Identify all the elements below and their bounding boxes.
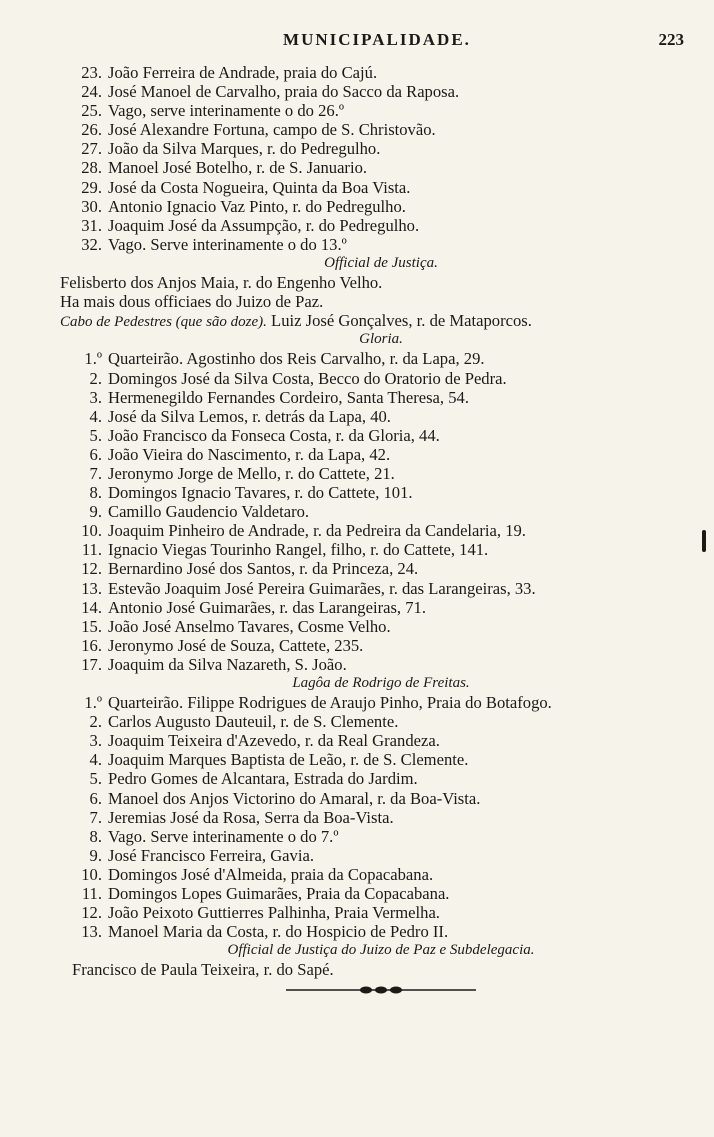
item-text: João José Anselmo Tavares, Cosme Velho. (108, 616, 391, 636)
list-item (60, 63, 702, 82)
item-text: Jeremias José da Rosa, Serra da Boa-Vista. (108, 807, 394, 827)
item-number: 13. (81, 922, 102, 942)
list-item (60, 235, 702, 254)
item-text: João Peixoto Guttierres Palhinha, Praia Vermelha. (108, 903, 440, 923)
item-text: João Vieira do Nascimento, r. da Lapa, 42. (108, 444, 391, 464)
item-text: Quarteirão. Filippe Rodrigues de Araujo Pinho, Praia do Botafogo. (108, 693, 552, 713)
item-text: João Ferreira de Andrade, praia do Cajú. (108, 63, 378, 82)
list-item (60, 216, 702, 235)
list-item (60, 846, 702, 865)
item-number: 29. (81, 177, 102, 197)
list-item (60, 407, 702, 426)
running-title: MUNICIPALIDADE. (283, 30, 471, 49)
item-number: 13. (81, 578, 102, 598)
list-item (60, 731, 702, 750)
item-number: 6. (89, 444, 102, 464)
list-item (60, 617, 702, 636)
list-item (60, 693, 702, 712)
list-item (60, 521, 702, 540)
list-item (60, 388, 702, 407)
page-number: 223 (658, 30, 684, 49)
list-item (60, 158, 702, 177)
item-text: João Francisco da Fonseca Costa, r. da Gloria, 44. (108, 425, 440, 445)
list-item (60, 922, 702, 941)
list-item (60, 139, 702, 158)
item-number: 12. (81, 559, 102, 579)
item-number: 3. (89, 731, 102, 751)
item-number: 11. (81, 884, 102, 904)
item-text: Domingos José d'Almeida, praia da Copacabana. (108, 864, 434, 884)
list-item (60, 903, 702, 922)
item-number: 32. (81, 234, 102, 254)
item-number: 7. (89, 807, 102, 827)
list-item (60, 540, 702, 559)
item-text: Domingos Lopes Guimarães, Praia da Copacabana. (108, 884, 450, 904)
list-item (60, 120, 702, 139)
item-number: 30. (81, 196, 102, 216)
item-text: José Francisco Ferreira, Gavia. (108, 845, 314, 865)
list-item (60, 808, 702, 827)
item-number: 4. (89, 750, 102, 770)
list-item (60, 464, 702, 483)
item-number: 7. (89, 463, 102, 483)
juizo-note: Ha mais dous officiaes do Juizo de Paz. (60, 292, 324, 312)
item-text: José Alexandre Fortuna, campo de S. Christovão. (108, 120, 436, 140)
item-text: Joaquim Teixeira d'Azevedo, r. da Real Grandeza. (108, 731, 440, 751)
list-item (60, 82, 702, 101)
item-text: Antonio José Guimarães, r. das Larangeiras, 71. (108, 597, 426, 617)
list-item (60, 445, 702, 464)
item-number: 10. (81, 521, 102, 541)
item-text: Vago. Serve interinamente o do 7.º (108, 826, 339, 846)
item-number: 17. (81, 654, 102, 674)
margin-mark (702, 530, 706, 552)
item-text: Joaquim José da Assumpção, r. do Pedregulho. (108, 215, 420, 235)
item-number: 8. (89, 826, 102, 846)
list-item (60, 178, 702, 197)
section-quarteiroes-continued (60, 63, 702, 254)
item-text: Ignacio Viegas Tourinho Rangel, filho, r. do Cattete, 141. (108, 540, 489, 560)
list-item (60, 884, 702, 903)
heading-official-justica-juizo: Official de Justiça do Juizo de Paz e Subdelegacia. (227, 942, 535, 959)
cabo-text: Luiz José Gonçalves, r. de Mataporcos. (266, 311, 532, 331)
item-text: Joaquim da Silva Nazareth, S. João. (108, 654, 347, 674)
item-text: Manoel José Botelho, r. de S. Januario. (108, 158, 368, 178)
cabo-label: Cabo de Pedestres (que são doze). (60, 314, 267, 331)
list-item (60, 483, 702, 502)
list-item (60, 197, 702, 216)
official-name: Felisberto dos Anjos Maia, r. do Engenho Velho. (60, 273, 383, 293)
item-text: Domingos José da Silva Costa, Becco do Oratorio de Pedra. (108, 368, 507, 388)
cabo-pedestres-line (60, 311, 702, 330)
item-number: 1.º (84, 693, 102, 713)
item-text: Carlos Augusto Dauteuil, r. de S. Clemente. (108, 712, 399, 732)
heading-official-justica: Official de Justiça. (324, 254, 438, 271)
list-item (60, 349, 702, 368)
section-gloria (60, 349, 702, 674)
item-number: 15. (81, 616, 102, 636)
ornament-rule (60, 980, 702, 1000)
list-item (60, 750, 702, 769)
list-item (60, 502, 702, 521)
item-text: José da Costa Nogueira, Quinta da Boa Vista. (108, 177, 411, 197)
item-number: 14. (81, 597, 102, 617)
heading-gloria: Gloria. (359, 331, 403, 348)
item-text: Jeronymo Jorge de Mello, r. do Cattete, 21. (108, 463, 395, 483)
item-number: 1.º (84, 349, 102, 369)
item-number: 27. (81, 139, 102, 159)
list-item (60, 369, 702, 388)
list-item (60, 426, 702, 445)
item-text: Antonio Ignacio Vaz Pinto, r. do Pedregulho. (108, 196, 406, 216)
item-text: Manoel dos Anjos Victorino do Amaral, r. da Boa-Vista. (108, 788, 481, 808)
section-lagoa (60, 693, 702, 941)
list-item (60, 827, 702, 846)
item-text: Quarteirão. Agostinho dos Reis Carvalho, r. da Lapa, 29. (108, 349, 485, 369)
item-number: 6. (89, 788, 102, 808)
item-text: Vago. Serve interinamente o do 13.º (108, 234, 347, 254)
item-text: Vago, serve interinamente o do 26.º (108, 101, 345, 121)
item-number: 3. (89, 387, 102, 407)
item-number: 9. (89, 845, 102, 865)
item-text: José da Silva Lemos, r. detrás da Lapa, 40. (108, 406, 391, 426)
list-item (60, 769, 702, 788)
list-item (60, 636, 702, 655)
item-text: Joaquim Marques Baptista de Leão, r. de S. Clemente. (108, 750, 469, 770)
item-text: Camillo Gaudencio Valdetaro. (108, 502, 310, 522)
item-text: Domingos Ignacio Tavares, r. do Cattete, 101. (108, 483, 413, 503)
list-item (60, 712, 702, 731)
item-text: Joaquim Pinheiro de Andrade, r. da Pedreira da Candelaria, 19. (108, 521, 526, 541)
item-number: 12. (81, 903, 102, 923)
item-number: 4. (89, 406, 102, 426)
list-item (60, 559, 702, 578)
list-item (60, 101, 702, 120)
item-number: 16. (81, 635, 102, 655)
item-text: Estevão Joaquim José Pereira Guimarães, r. das Larangeiras, 33. (108, 578, 536, 598)
item-text: Pedro Gomes de Alcantara, Estrada do Jardim. (108, 769, 418, 789)
list-item (60, 789, 702, 808)
item-text: Jeronymo José de Souza, Cattete, 235. (108, 635, 364, 655)
directory-listing (60, 63, 702, 1000)
item-number: 2. (89, 368, 102, 388)
item-text: João da Silva Marques, r. do Pedregulho. (108, 139, 381, 159)
item-number: 5. (89, 425, 102, 445)
list-item (60, 579, 702, 598)
item-number: 2. (89, 712, 102, 732)
item-text: Hermenegildo Fernandes Cordeiro, Santa Theresa, 54. (108, 387, 469, 407)
heading-lagoa: Lagôa de Rodrigo de Freitas. (292, 675, 470, 691)
item-number: 8. (89, 483, 102, 503)
item-number: 31. (81, 215, 102, 235)
item-text: José Manoel de Carvalho, praia do Sacco da Raposa. (108, 82, 460, 102)
list-item (60, 865, 702, 884)
item-number: 25. (81, 101, 102, 121)
item-number: 23. (81, 63, 102, 82)
item-number: 26. (81, 120, 102, 140)
item-text: Manoel Maria da Costa, r. do Hospicio de Pedro II. (108, 922, 449, 942)
item-number: 10. (81, 864, 102, 884)
page-header (70, 30, 684, 56)
item-number: 24. (81, 82, 102, 102)
item-number: 11. (81, 540, 102, 560)
item-number: 5. (89, 769, 102, 789)
official2-name: Francisco de Paula Teixeira, r. do Sapé. (72, 960, 334, 980)
list-item (60, 655, 702, 674)
item-number: 28. (81, 158, 102, 178)
list-item (60, 598, 702, 617)
item-text: Bernardino José dos Santos, r. da Princeza, 24. (108, 559, 419, 579)
item-number: 9. (89, 502, 102, 522)
